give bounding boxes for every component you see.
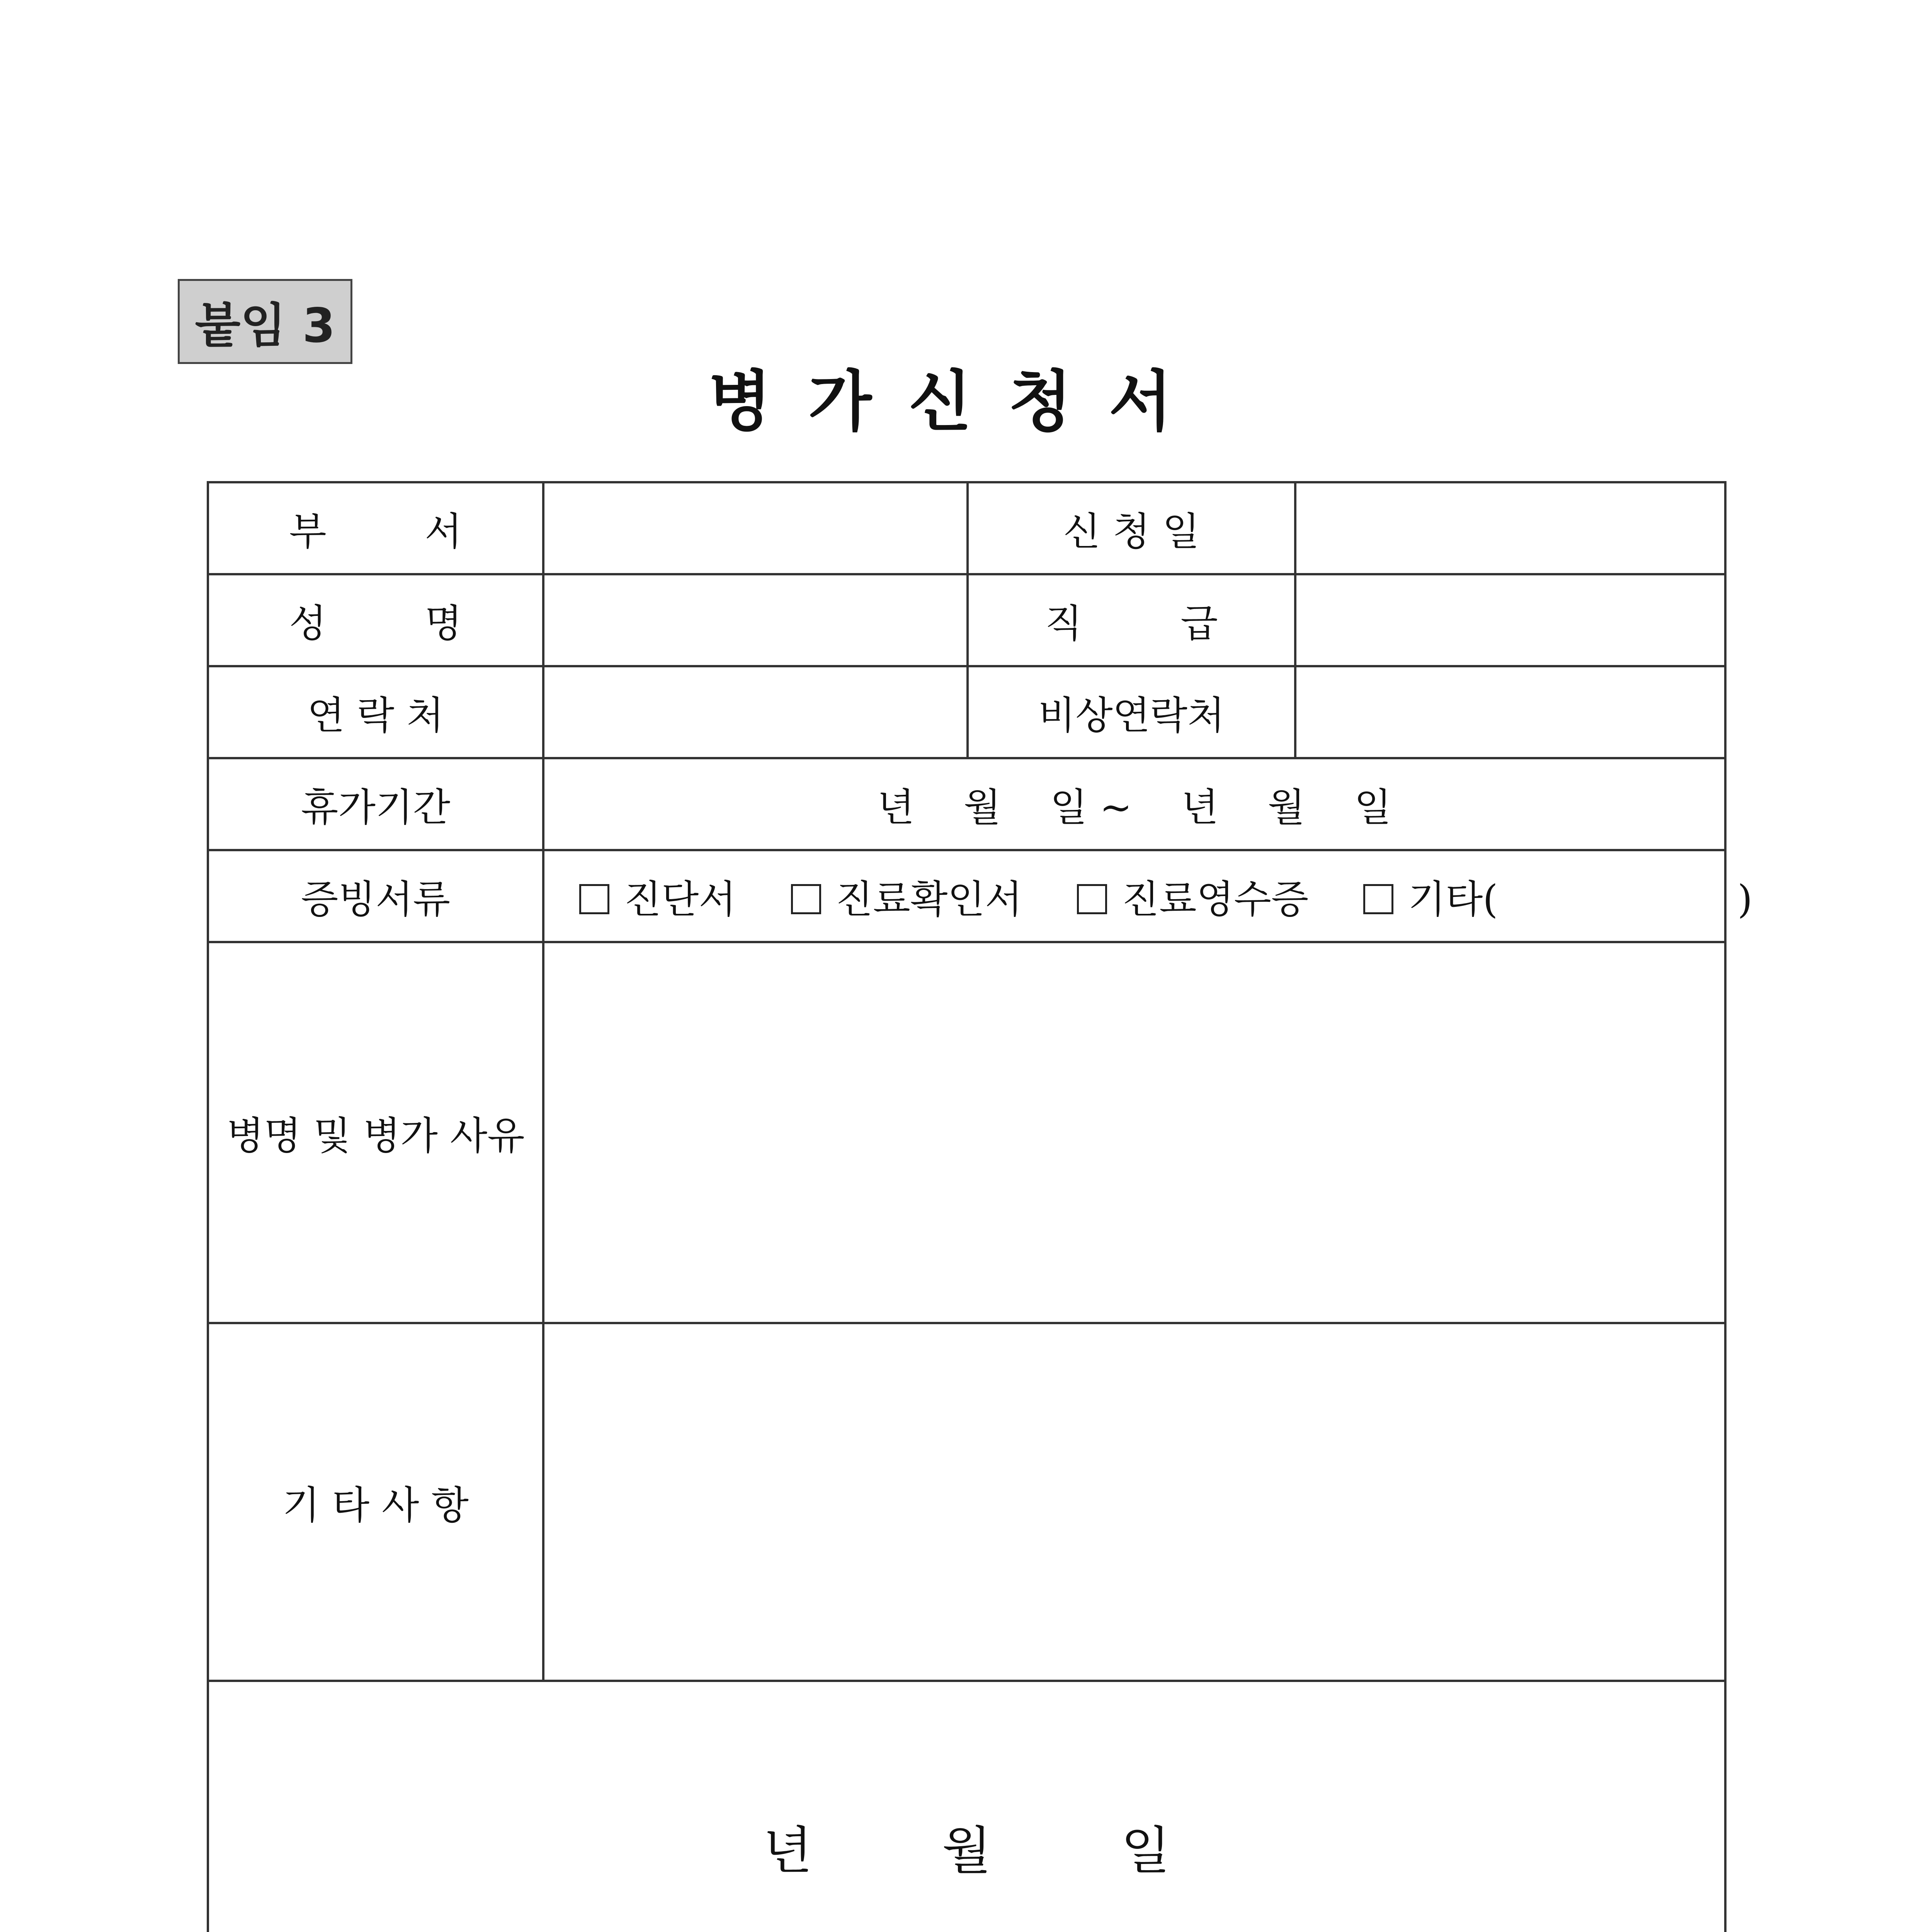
leave-period-label: 휴가기간	[208, 758, 543, 850]
page-title: 병가신청서	[708, 364, 1209, 440]
sick-leave-form	[207, 481, 1753, 1932]
checkbox[interactable]	[791, 884, 821, 914]
doc-option-other[interactable]: 기타( )	[1363, 877, 1752, 922]
contact-label: 연 락 처	[208, 666, 543, 758]
name-label: 성 명	[208, 574, 543, 666]
emergency-contact-label: 비상연락처	[968, 666, 1295, 758]
reason-field[interactable]	[543, 942, 1725, 1323]
leave-period-field[interactable]: 년 월 일 ~ 년 월 일	[543, 758, 1725, 850]
checkbox[interactable]	[1077, 884, 1107, 914]
department-label: 부 서	[208, 482, 543, 574]
reason-label: 병명 및 병가 사유	[208, 942, 543, 1323]
apply-date-field[interactable]	[1295, 482, 1725, 574]
doc-option-diagnosis[interactable]: 진단서	[579, 877, 736, 922]
apply-date-label: 신 청 일	[968, 482, 1295, 574]
documents-label: 증빙서류	[208, 850, 543, 942]
attachment-tag: 붙임 3	[178, 279, 352, 364]
doc-option-receipt[interactable]: 진료영수증	[1077, 877, 1308, 922]
emergency-contact-field[interactable]	[1295, 666, 1725, 758]
contact-field[interactable]	[543, 666, 968, 758]
other-field[interactable]	[543, 1323, 1725, 1681]
rank-label: 직 급	[968, 574, 1295, 666]
doc-option-confirmation[interactable]: 진료확인서	[791, 877, 1022, 922]
checkbox[interactable]	[579, 884, 609, 914]
department-field[interactable]	[543, 482, 968, 574]
checkbox[interactable]	[1363, 884, 1393, 914]
signature-date: 년 월 일	[763, 1821, 1170, 1881]
other-label: 기 타 사 항	[208, 1323, 543, 1681]
signature-section	[208, 1681, 1725, 1932]
documents-field	[543, 850, 1753, 942]
name-field[interactable]	[543, 574, 968, 666]
rank-field[interactable]	[1295, 574, 1725, 666]
